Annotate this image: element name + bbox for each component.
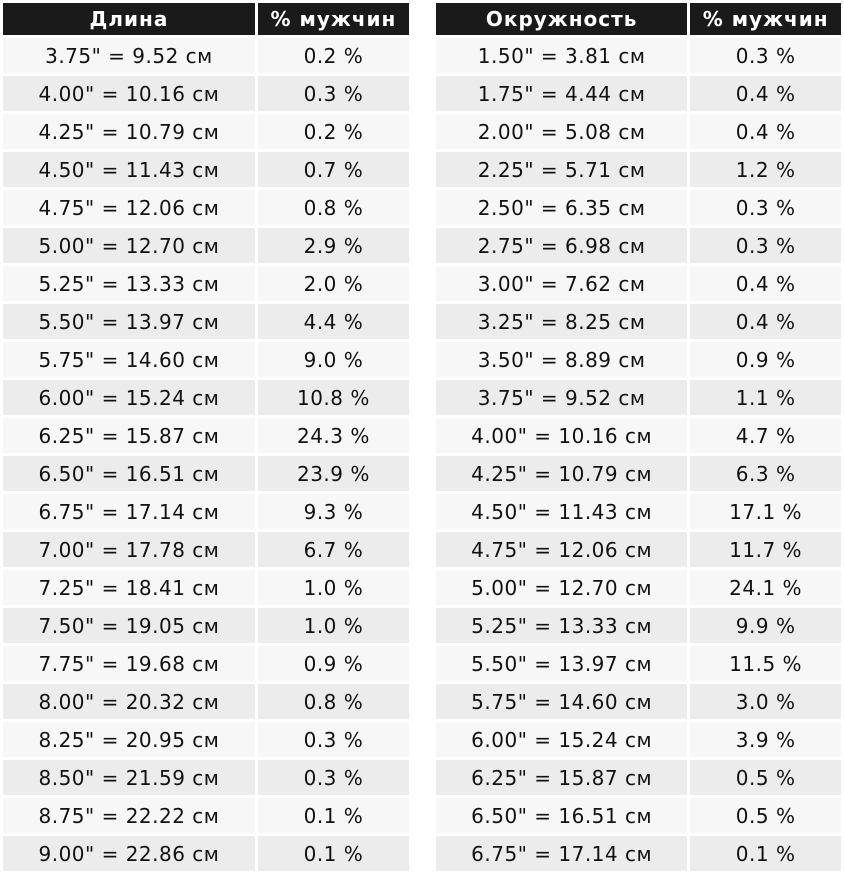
- size-cell: 2.25" = 5.71 см: [436, 152, 687, 187]
- length-table-body: [3, 38, 409, 871]
- table-row: [3, 152, 409, 187]
- size-cell: 3.25" = 8.25 см: [436, 304, 687, 339]
- percent-cell: 17.1 %: [690, 494, 841, 529]
- table-row: [436, 228, 841, 263]
- table-row: [3, 532, 409, 567]
- percent-cell: 0.8 %: [258, 684, 409, 719]
- column-header-percent: % мужчин: [690, 3, 841, 35]
- length-table: [0, 0, 412, 874]
- size-cell: 4.75" = 12.06 см: [436, 532, 687, 567]
- size-cell: 3.75" = 9.52 см: [3, 38, 255, 73]
- size-cell: 7.25" = 18.41 см: [3, 570, 255, 605]
- table-row: [3, 684, 409, 719]
- percent-cell: 23.9 %: [258, 456, 409, 491]
- percent-cell: 24.1 %: [690, 570, 841, 605]
- girth-table-body: [436, 38, 841, 871]
- table-row: [3, 836, 409, 871]
- size-cell: 2.75" = 6.98 см: [436, 228, 687, 263]
- table-row: [436, 760, 841, 795]
- size-cell: 4.25" = 10.79 см: [3, 114, 255, 149]
- size-cell: 5.75" = 14.60 см: [3, 342, 255, 377]
- size-cell: 1.75" = 4.44 см: [436, 76, 687, 111]
- percent-cell: 0.7 %: [258, 152, 409, 187]
- size-cell: 5.25" = 13.33 см: [3, 266, 255, 301]
- table-row: [3, 38, 409, 73]
- table-row: [3, 380, 409, 415]
- column-header-length: Длина: [3, 3, 255, 35]
- percent-cell: 4.4 %: [258, 304, 409, 339]
- percent-cell: 6.3 %: [690, 456, 841, 491]
- percent-cell: 2.0 %: [258, 266, 409, 301]
- percent-cell: 0.3 %: [690, 38, 841, 73]
- size-cell: 4.75" = 12.06 см: [3, 190, 255, 225]
- table-header-row: [3, 3, 409, 35]
- table-row: [436, 684, 841, 719]
- percent-cell: 3.9 %: [690, 722, 841, 757]
- size-cell: 2.50" = 6.35 см: [436, 190, 687, 225]
- size-cell: 8.75" = 22.22 см: [3, 798, 255, 833]
- percent-cell: 9.0 %: [258, 342, 409, 377]
- percent-cell: 4.7 %: [690, 418, 841, 453]
- table-row: [3, 608, 409, 643]
- size-cell: 5.50" = 13.97 см: [3, 304, 255, 339]
- percent-cell: 1.1 %: [690, 380, 841, 415]
- percent-cell: 9.3 %: [258, 494, 409, 529]
- percent-cell: 0.1 %: [690, 836, 841, 871]
- percent-cell: 0.5 %: [690, 760, 841, 795]
- percent-cell: 2.9 %: [258, 228, 409, 263]
- table-row: [3, 266, 409, 301]
- size-cell: 2.00" = 5.08 см: [436, 114, 687, 149]
- percent-cell: 0.4 %: [690, 114, 841, 149]
- table-row: [436, 570, 841, 605]
- table-row: [3, 570, 409, 605]
- size-cell: 7.50" = 19.05 см: [3, 608, 255, 643]
- size-cell: 6.00" = 15.24 см: [436, 722, 687, 757]
- percent-cell: 0.4 %: [690, 304, 841, 339]
- size-cell: 3.50" = 8.89 см: [436, 342, 687, 377]
- percent-cell: 9.9 %: [690, 608, 841, 643]
- table-row: [436, 456, 841, 491]
- table-row: [3, 114, 409, 149]
- table-row: [3, 228, 409, 263]
- table-row: [436, 418, 841, 453]
- size-cell: 4.50" = 11.43 см: [3, 152, 255, 187]
- percent-cell: 0.4 %: [690, 76, 841, 111]
- size-cell: 4.25" = 10.79 см: [436, 456, 687, 491]
- percent-cell: 0.9 %: [258, 646, 409, 681]
- table-row: [3, 342, 409, 377]
- size-cell: 3.75" = 9.52 см: [436, 380, 687, 415]
- column-header-girth: Окружность: [436, 3, 687, 35]
- size-cell: 8.50" = 21.59 см: [3, 760, 255, 795]
- percent-cell: 0.2 %: [258, 38, 409, 73]
- percent-cell: 0.8 %: [258, 190, 409, 225]
- percent-cell: 1.2 %: [690, 152, 841, 187]
- table-row: [436, 76, 841, 111]
- table-row: [436, 152, 841, 187]
- size-cell: 1.50" = 3.81 см: [436, 38, 687, 73]
- table-row: [3, 646, 409, 681]
- percent-cell: 11.7 %: [690, 532, 841, 567]
- percent-cell: 0.3 %: [690, 190, 841, 225]
- table-row: [436, 608, 841, 643]
- table-row: [3, 722, 409, 757]
- table-row: [3, 760, 409, 795]
- table-row: [436, 722, 841, 757]
- size-cell: 4.00" = 10.16 см: [3, 76, 255, 111]
- table-row: [436, 114, 841, 149]
- percent-cell: 0.3 %: [690, 228, 841, 263]
- percent-cell: 1.0 %: [258, 570, 409, 605]
- table-row: [436, 190, 841, 225]
- table-row: [436, 304, 841, 339]
- percent-cell: 0.3 %: [258, 760, 409, 795]
- percent-cell: 11.5 %: [690, 646, 841, 681]
- table-row: [436, 342, 841, 377]
- size-cell: 4.50" = 11.43 см: [436, 494, 687, 529]
- table-row: [3, 798, 409, 833]
- table-row: [3, 190, 409, 225]
- table-row: [436, 646, 841, 681]
- size-cell: 8.25" = 20.95 см: [3, 722, 255, 757]
- size-cell: 7.75" = 19.68 см: [3, 646, 255, 681]
- table-row: [436, 38, 841, 73]
- size-cell: 5.00" = 12.70 см: [436, 570, 687, 605]
- percent-cell: 10.8 %: [258, 380, 409, 415]
- size-cell: 6.25" = 15.87 см: [3, 418, 255, 453]
- table-row: [3, 494, 409, 529]
- percent-cell: 3.0 %: [690, 684, 841, 719]
- percent-cell: 6.7 %: [258, 532, 409, 567]
- size-cell: 8.00" = 20.32 см: [3, 684, 255, 719]
- size-cell: 5.50" = 13.97 см: [436, 646, 687, 681]
- size-cell: 6.50" = 16.51 см: [436, 798, 687, 833]
- percent-cell: 0.2 %: [258, 114, 409, 149]
- table-row: [436, 798, 841, 833]
- table-row: [3, 456, 409, 491]
- size-cell: 6.50" = 16.51 см: [3, 456, 255, 491]
- table-row: [436, 532, 841, 567]
- table-row: [3, 304, 409, 339]
- table-row: [436, 266, 841, 301]
- size-cell: 7.00" = 17.78 см: [3, 532, 255, 567]
- size-cell: 3.00" = 7.62 см: [436, 266, 687, 301]
- size-cell: 6.75" = 17.14 см: [436, 836, 687, 871]
- size-cell: 5.75" = 14.60 см: [436, 684, 687, 719]
- percent-cell: 0.5 %: [690, 798, 841, 833]
- girth-table: [433, 0, 844, 874]
- percent-cell: 1.0 %: [258, 608, 409, 643]
- size-cell: 6.00" = 15.24 см: [3, 380, 255, 415]
- percent-cell: 0.3 %: [258, 76, 409, 111]
- size-cell: 5.00" = 12.70 см: [3, 228, 255, 263]
- percent-cell: 0.1 %: [258, 836, 409, 871]
- table-row: [3, 418, 409, 453]
- size-cell: 6.75" = 17.14 см: [3, 494, 255, 529]
- table-row: [436, 836, 841, 871]
- table-row: [436, 380, 841, 415]
- table-header-row: [436, 3, 841, 35]
- percent-cell: 0.4 %: [690, 266, 841, 301]
- column-header-percent: % мужчин: [258, 3, 409, 35]
- percent-cell: 0.9 %: [690, 342, 841, 377]
- size-cell: 4.00" = 10.16 см: [436, 418, 687, 453]
- percent-cell: 24.3 %: [258, 418, 409, 453]
- table-row: [3, 76, 409, 111]
- percent-cell: 0.3 %: [258, 722, 409, 757]
- size-cell: 5.25" = 13.33 см: [436, 608, 687, 643]
- size-cell: 6.25" = 15.87 см: [436, 760, 687, 795]
- size-cell: 9.00" = 22.86 см: [3, 836, 255, 871]
- table-row: [436, 494, 841, 529]
- percent-cell: 0.1 %: [258, 798, 409, 833]
